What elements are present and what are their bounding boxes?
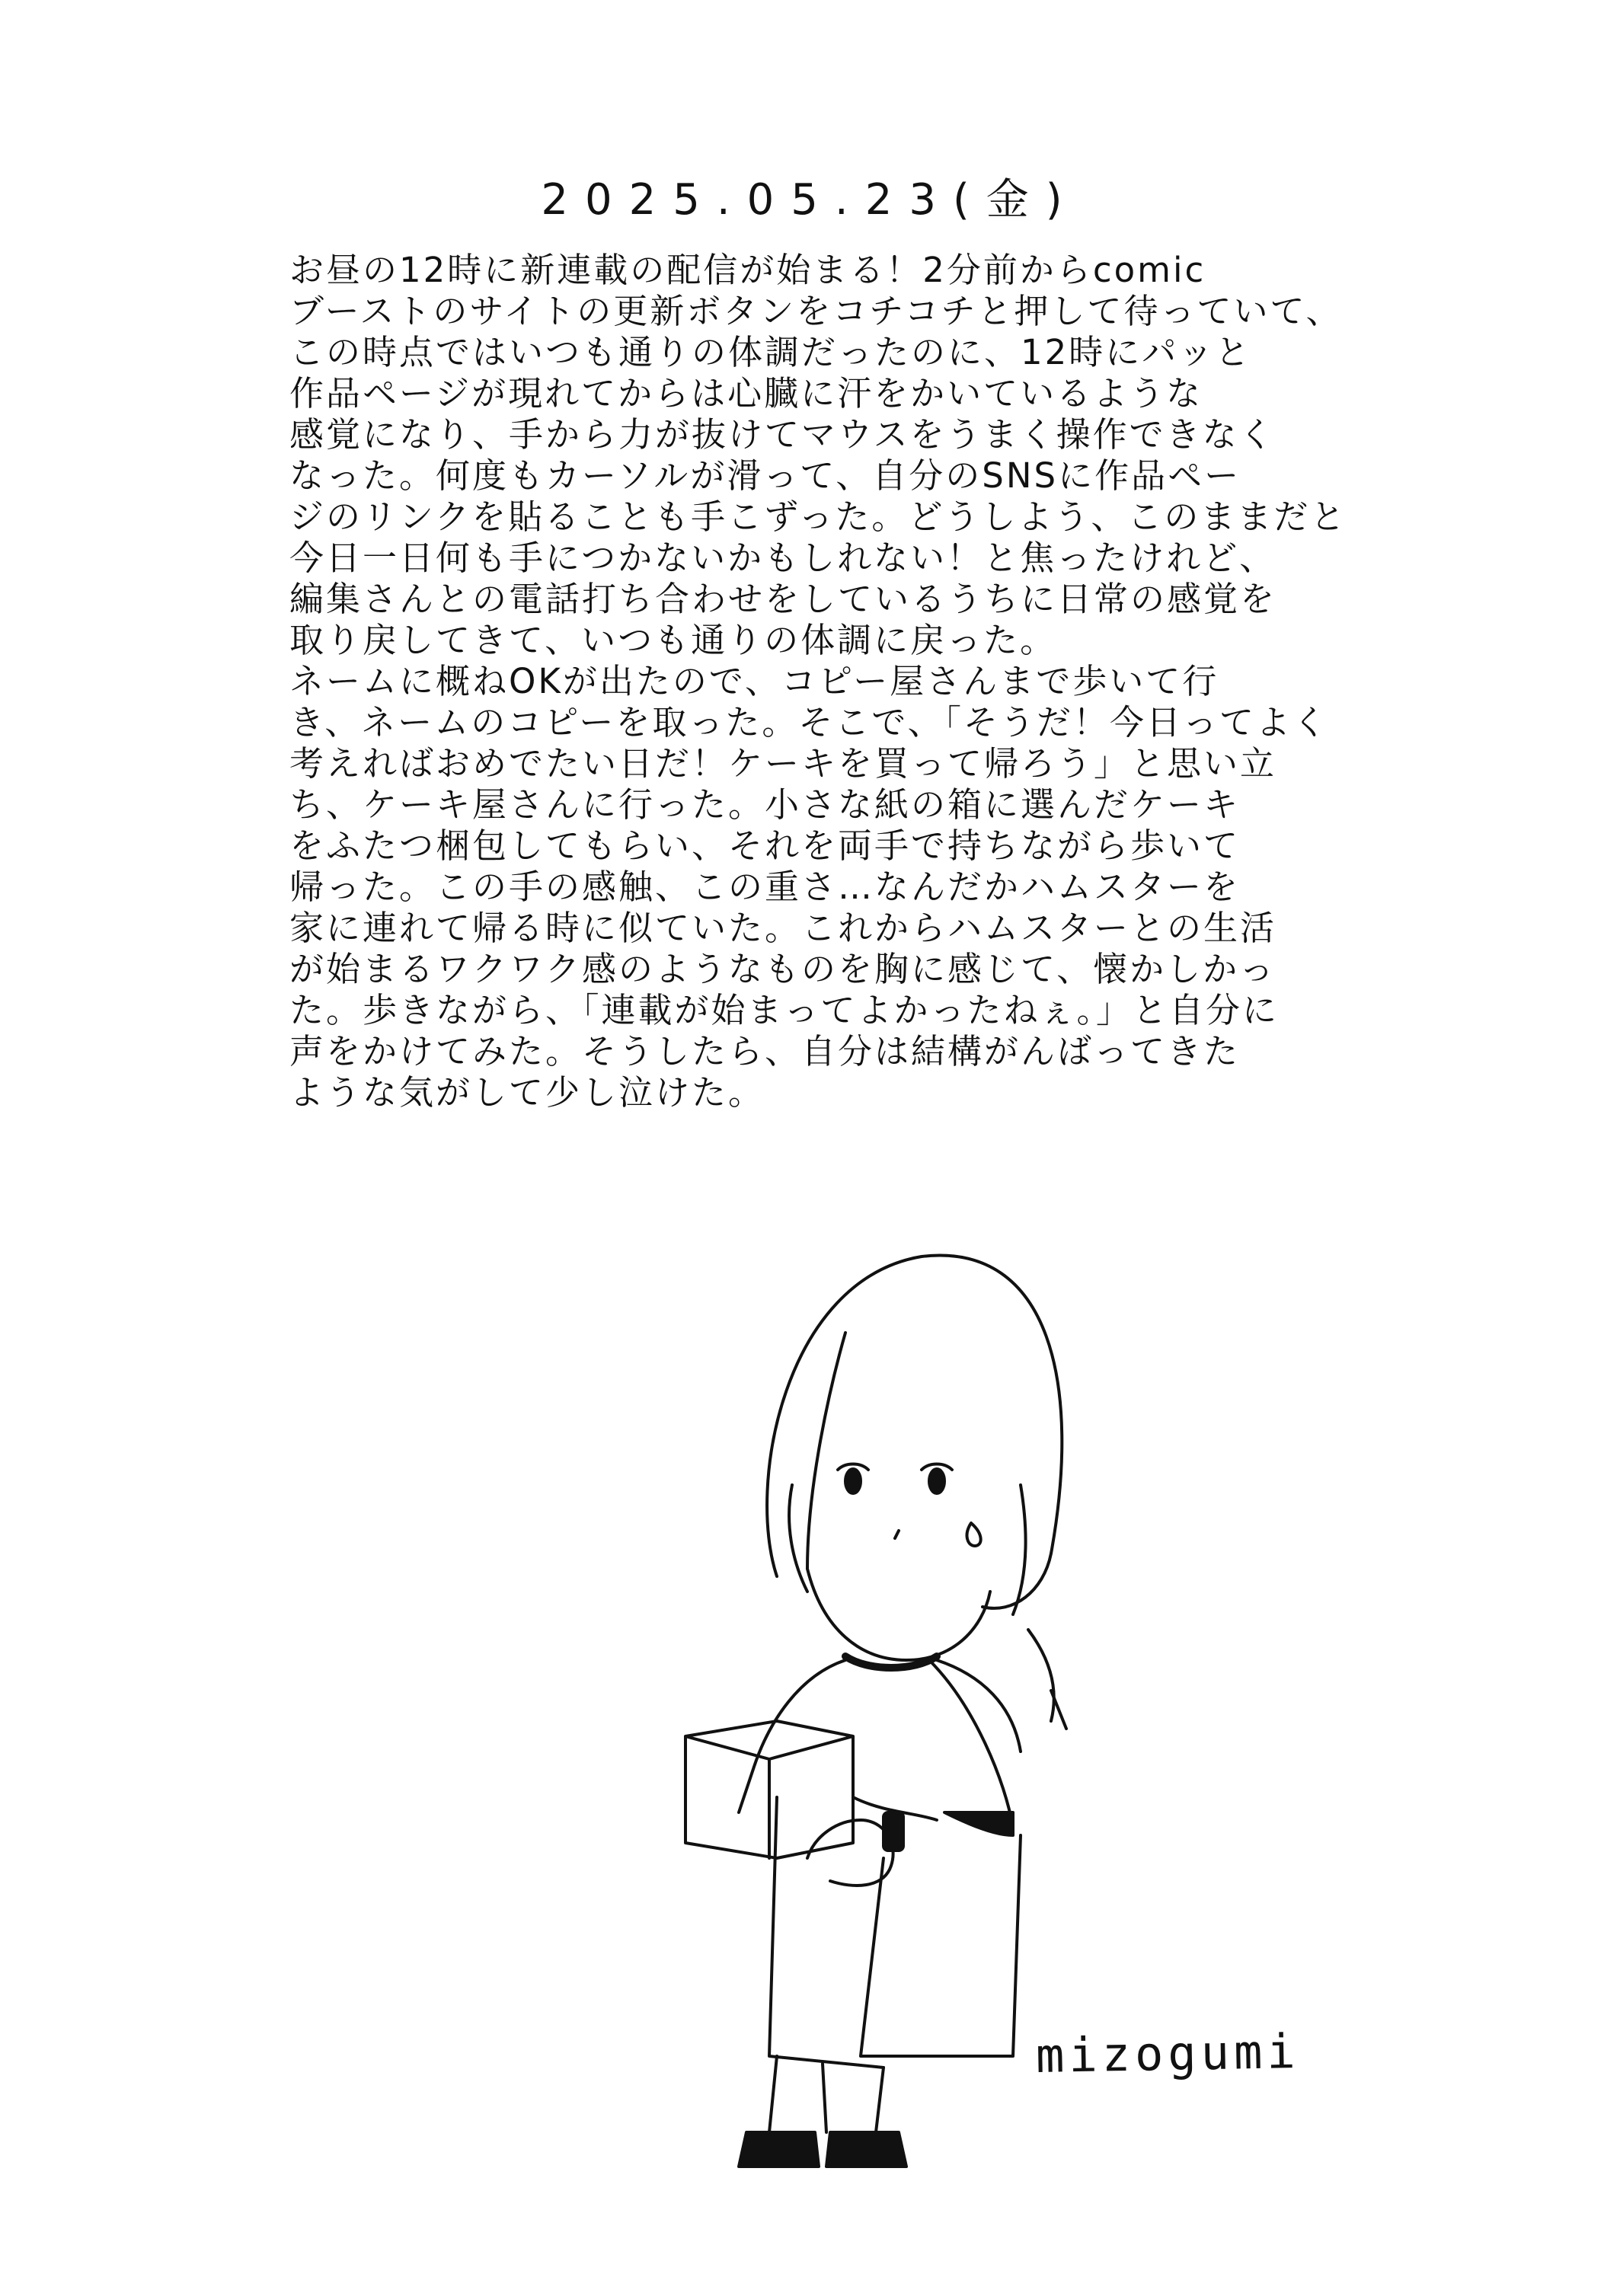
shirt-outline — [739, 1660, 1021, 1812]
diary-line: き、ネームのコピーを取った。そこで、「そうだ！今日ってよく — [289, 702, 1330, 742]
hair-strand — [1013, 1485, 1026, 1614]
diary-line: この時点ではいつも通りの体調だったのに、12時にパッと — [289, 332, 1252, 372]
face-outline — [807, 1569, 990, 1660]
hair-bangs — [807, 1333, 845, 1569]
diary-line: 編集さんとの電話打ち合わせをしているうちに日常の感覚を — [289, 579, 1277, 619]
pants-seam — [823, 2064, 826, 2132]
diary-line: ネームに概ねOKが出たので、コピー屋さんまで歩いて行 — [289, 661, 1219, 701]
diary-line: が始まるワクワク感のようなものを胸に感じて、懐かしかっ — [289, 949, 1277, 989]
diary-line: ような気がして少し泣けた。 — [289, 1072, 765, 1113]
tote-bag-shadow — [944, 1812, 1013, 1835]
hair-strand — [789, 1485, 807, 1592]
diary-line: ち、ケーキ屋さんに行った。小さな紙の箱に選んだケーキ — [289, 784, 1241, 825]
diary-text — [289, 250, 1347, 1113]
diary-line: お昼の12時に新連載の配信が始まる！2分前からcomic — [289, 250, 1206, 290]
artist-signature: mizogumi — [1035, 2023, 1301, 2084]
sweat-drop — [967, 1523, 981, 1546]
diary-line: ジのリンクを貼ることも手こずった。どうしよう、このままだと — [289, 497, 1347, 537]
right-eye — [929, 1469, 944, 1493]
nose — [895, 1531, 899, 1538]
diary-line: なった。何度もカーソルが滑って、自分のSNSに作品ペー — [289, 455, 1241, 496]
diary-line: 帰った。この手の感触、この重さ…なんだかハムスターを — [289, 867, 1241, 907]
diary-line: た。歩きながら、「連載が始まってよかったねぇ。」と自分に — [289, 990, 1280, 1030]
left-eye — [845, 1469, 861, 1493]
tote-bag-strap — [929, 1660, 1013, 1828]
cake-box — [685, 1721, 853, 1858]
diary-line: 作品ページが現れてからは心臓に汗をかいているような — [289, 373, 1203, 414]
ponytail — [1028, 1630, 1054, 1721]
right-shoe — [826, 2132, 906, 2167]
diary-line: 感覚になり、手から力が抜けてマウスをうまく操作できなく — [289, 414, 1276, 455]
diary-line: 今日一日何も手につかないかもしれない！と焦ったけれど、 — [289, 538, 1277, 578]
diary-line: 取り戻してきて、いつも通りの体調に戻った。 — [289, 620, 1057, 660]
wristwatch — [883, 1812, 903, 1851]
diary-line: 声をかけてみた。そうしたら、自分は結構がんばってきた — [289, 1031, 1241, 1071]
shirt-body — [769, 1797, 883, 2068]
diary-line: をふたつ梱包してもらい、それを両手で持ちながら歩いて — [289, 825, 1241, 866]
diary-date: 2025.05.23(金) — [541, 175, 1079, 225]
diary-line: 家に連れて帰る時に似ていた。これからハムスターとの生活 — [289, 908, 1277, 948]
hair-outline — [767, 1256, 1062, 1608]
diary-line: 考えればおめでたい日だ！ケーキを買って帰ろう」と思い立 — [289, 743, 1277, 784]
left-shoe — [739, 2132, 819, 2167]
tote-bag — [861, 1835, 1021, 2056]
diary-line: ブーストのサイトの更新ボタンをコチコチと押して待っていて、 — [289, 291, 1343, 331]
